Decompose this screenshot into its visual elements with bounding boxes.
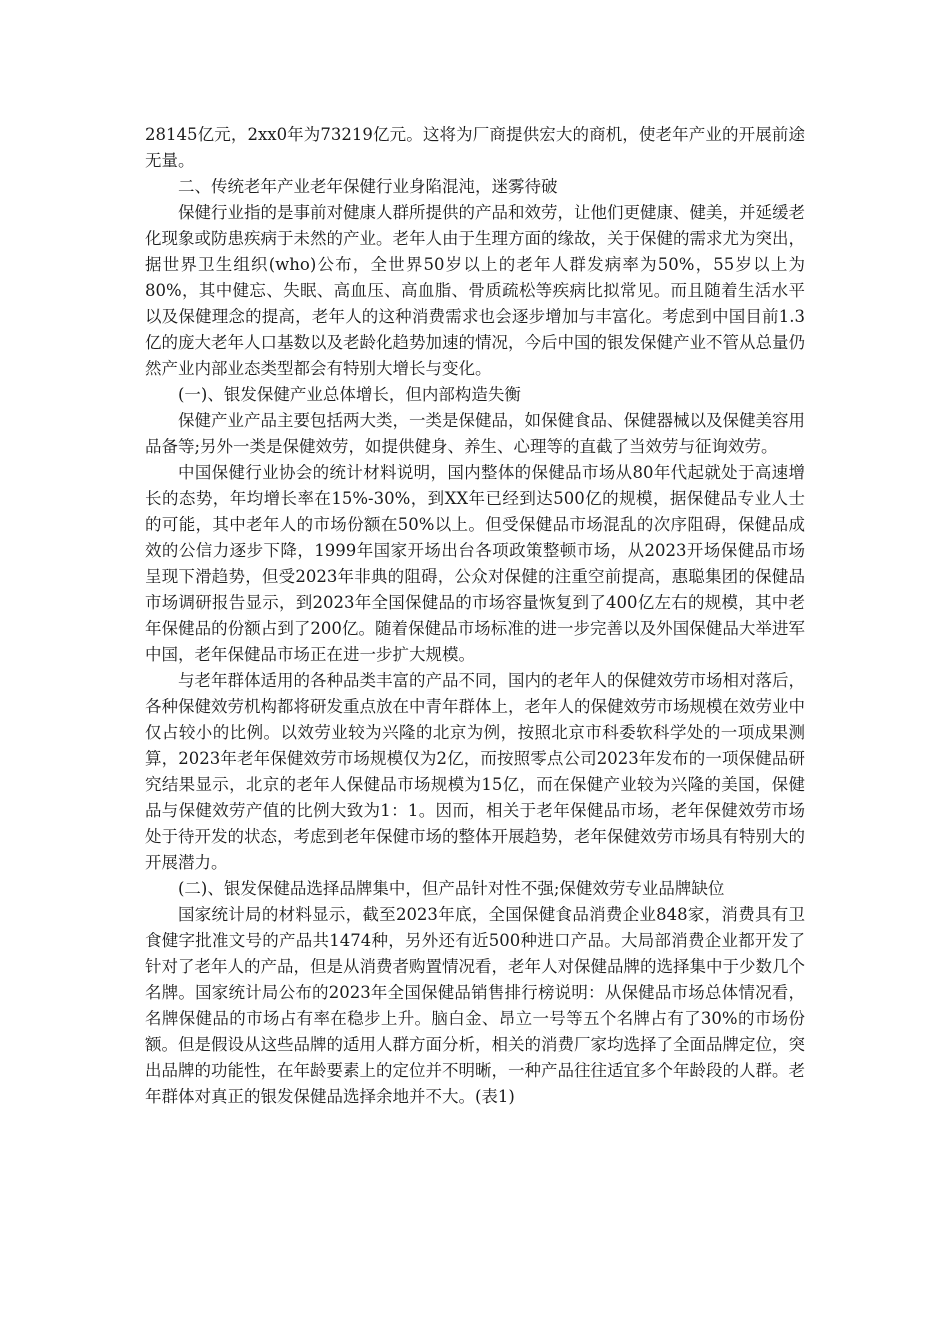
section-heading-2: 二、传统老年产业老年保健行业身陷混沌，迷雾待破 — [178, 177, 558, 196]
paragraph-service-market: 与老年群体适用的各种品类丰富的产品不同，国内的老年人的保健效劳市场相对落后，各种保健效劳机构都将研发重点放在中青年群体上，老年人的保健效劳市场规模在效劳业中仅占较小的比例。以效劳业较为兴隆的北京为例，按照北京市科委软科学处的一项成果测算，2023年老年保健效劳市场规模仅为2亿，而按照零点公司2023年发布的一项保健品研究结果显示，北京的老年人保健品市场规模为15亿，而在保健产业较为兴隆的美国，保健品与保健效劳产值的比例大致为1：1。因而，相关于老年保健品市场，老年保健效劳市场处于待开发的状态，考虑到老年保健市场的整体开展趋势，老年保健效劳市场具有特别大的开展潜力。 — [145, 671, 805, 872]
document-page — [145, 122, 805, 1110]
paragraph-intro-continuation: 28145亿元，2xx0年为73219亿元。这将为厂商提供宏大的商机，使老年产业的开展前途无量。 — [145, 125, 805, 170]
paragraph-brand-concentration: 国家统计局的材料显示，截至2023年底，全国保健食品消费企业848家，消费具有卫食健字批准文号的产品共1474种，另外还有近500种进口产品。大局部消费企业都开发了针对了老年人的产品，但是从消费者购置情况看，老年人对保健品牌的选择集中于少数几个名牌。国家统计局公布的2023年全国保健品销售排行榜说明：从保健品市场总体情况看，名牌保健品的市场占有率在稳步上升。脑白金、昂立一号等五个名牌占有了30%的市场份额。但是假设从这些品牌的适用人群方面分析，相关的消费厂家均选择了全面品牌定位，突出品牌的功能性，在年龄要素上的定位并不明晰，一种产品往往适宜多个年龄段的人群。老年群体对真正的银发保健品选择余地并不大。(表1) — [145, 905, 805, 1106]
subsection-heading-2: (二)、银发保健品选择品牌集中，但产品针对性不强;保健效劳专业品牌缺位 — [178, 879, 725, 898]
paragraph-health-industry: 保健行业指的是事前对健康人群所提供的产品和效劳，让他们更健康、健美，并延缓老化现象或防患疾病于未然的产业。老年人由于生理方面的缘故，关于保健的需求尤为突出，据世界卫生组织(who)公布，全世界50岁以上的老年人群发病率为50%，55岁以上为80%，其中健忘、失眠、高血压、高血脂、骨质疏松等疾病比拟常见。而且随着生活水平以及保健理念的提高，老年人的这种消费需求也会逐步增加与丰富化。考虑到中国目前1.3亿的庞大老年人口基数以及老龄化趋势加速的情况，今后中国的银发保健产业不管从总量仍然产业内部业态类型都会有特别大增长与变化。 — [145, 203, 805, 378]
paragraph-market-statistics: 中国保健行业协会的统计材料说明，国内整体的保健品市场从80年代起就处于高速增长的态势，年均增长率在15%-30%，到XX年已经到达500亿的规模，据保健品专业人士的可能，其中老年人的市场份额在50%以上。但受保健品市场混乱的次序阻碍，保健品成效的公信力逐步下降，1999年国家开场出台各项政策整顿市场，从2023开场保健品市场呈现下滑趋势，但受2023年非典的阻碍，公众对保健的注重空前提高，惠聪集团的保健品市场调研报告显示，到2023年全国保健品的市场容量恢复到了400亿左右的规模，其中老年保健品的份额占到了200亿。随着保健品市场标准的进一步完善以及外国保健品大举进军中国，老年保健品市场正在进一步扩大规模。 — [145, 463, 805, 664]
subsection-heading-1: (一)、银发保健产业总体增长，但内部构造失衡 — [178, 385, 521, 404]
paragraph-product-categories: 保健产业产品主要包括两大类，一类是保健品，如保健食品、保健器械以及保健美容用品备等;另外一类是保健效劳，如提供健身、养生、心理等的直截了当效劳与征询效劳。 — [145, 411, 805, 456]
